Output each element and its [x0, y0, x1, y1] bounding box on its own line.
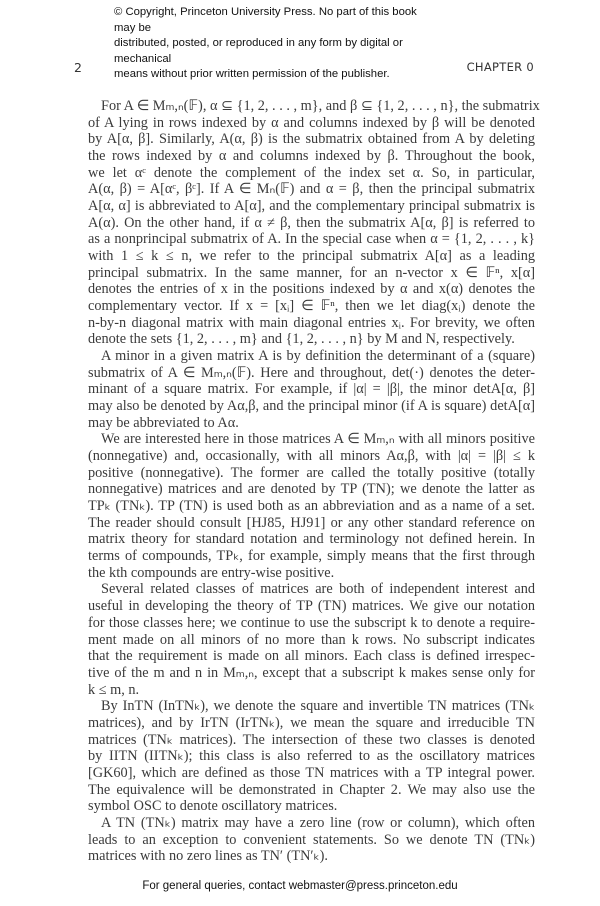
- paragraph-line: complementary vector. If x = [xᵢ] ∈ 𝔽ⁿ, then we let diag(xᵢ) denote the: [88, 298, 535, 315]
- running-header: [74, 60, 534, 78]
- paragraph-line: useful in developing the theory of TP (TN) matrices. We give our notation: [88, 598, 535, 615]
- paragraph-line: positive (nonnegative). The former are called the totally positive (totally: [88, 464, 535, 481]
- paragraph-line: denote the sets {1, 2, . . . , m} and {1, 2, . . . , n} by M and N, respectively.: [88, 331, 515, 348]
- paragraph-line: may be abbreviated to Aα.: [88, 414, 239, 431]
- paragraph-line: n-by-n diagonal matrix with main diagonal entries xᵢ. For brevity, we often: [88, 314, 535, 331]
- copyright-line: © Copyright, Princeton University Press. No part of this book may be: [114, 6, 417, 34]
- paragraph-line: that the requirement is made on all minors. Each class is defined irrespec-: [88, 648, 535, 665]
- paragraph-line: matrix theory for standard notation and terminology not defined herein. In: [88, 531, 535, 548]
- paragraph-line: submatrix of A ∈ Mₘ,ₙ(𝔽). Here and throughout, det(·) denotes the deter-: [88, 364, 535, 381]
- paragraph-line: minant of a square matrix. For example, if |α| = |β|, the minor detA[α, β]: [88, 381, 535, 398]
- paragraph-line: A(α). On the other hand, if α ≠ β, then the submatrix A[α, β] is referred to: [88, 214, 535, 231]
- paragraph-line: TPₖ (TNₖ). TP (TN) is used both as an abbreviation and as a name of a set.: [88, 498, 535, 515]
- paragraph-line: principal submatrix. In the same manner, for an n-vector x ∈ 𝔽ⁿ, x[α]: [88, 264, 535, 281]
- body-text: [88, 98, 540, 865]
- paragraph-line: leads to an exception to convenient statements. So we denote TN (TNₖ): [88, 831, 535, 848]
- copyright-line: distributed, posted, or reproduced in any form by digital or mechanical: [114, 37, 403, 65]
- page-number: 2: [74, 60, 82, 75]
- paragraph-line: with 1 ≤ k ≤ n, we refer to the principal submatrix A[α] as a leading: [88, 248, 535, 265]
- paragraph-line: [GK60], which are defined as those TN matrices with a TP integral power.: [88, 764, 535, 781]
- paragraph-line: terms of compounds, TPₖ, for example, simply means that the first through: [88, 548, 535, 565]
- paragraph-line: The equivalence will be demonstrated in Chapter 2. We may also use the: [88, 781, 535, 798]
- paragraph-line: tive of the m and n in Mₘ,ₙ, except that a subscript k makes sense only for: [88, 664, 535, 681]
- chapter-label: CHAPTER 0: [466, 60, 534, 74]
- paragraph-line: symbol OSC to denote oscillatory matrices.: [88, 798, 338, 815]
- paragraph-line: of A lying in rows indexed by α and columns indexed by β will be denoted: [88, 114, 535, 131]
- paragraph-line: The reader should consult [HJ85, HJ91] or any other standard reference on: [88, 514, 535, 531]
- paragraph-line: we let αᶜ denote the complement of the index set α. So, in particular,: [88, 164, 535, 181]
- paragraph-line: k ≤ m, n.: [88, 681, 140, 698]
- paragraph-line: the kth compounds are entry-wise positive.: [88, 564, 335, 581]
- paragraph-line: denotes the entries of x in the positions indexed by α and x(α) denotes the: [88, 281, 535, 298]
- copyright-line: means without prior written permission of the publisher.: [114, 68, 390, 80]
- paragraph-line: the rows indexed by α and columns indexed by β. Throughout the book,: [88, 148, 535, 165]
- paragraph-first-line: A TN (TNₖ) matrix may have a zero line (row or column), which often: [101, 814, 535, 831]
- paragraph-line: matrices with no zero lines as TN′ (TN′ₖ).: [88, 848, 328, 865]
- paragraph-line: by IITN (IITNₖ); this class is also referred to as the oscillatory matrices: [88, 748, 535, 765]
- paragraph-first-line: For A ∈ Mₘ,ₙ(𝔽), α ⊆ {1, 2, . . . , m}, and β ⊆ {1, 2, . . . , n}, the submatrix: [101, 98, 540, 114]
- paragraph-line: may also be denoted by Aα,β, and the principal minor (if A is square) detA[α]: [88, 398, 535, 415]
- footer-contact: For general queries, contact webmaster@press.princeton.edu: [142, 880, 458, 892]
- paragraph-line: ment made on all minors of no more than k rows. No subscript indicates: [88, 631, 535, 648]
- paragraph-first-line: By InTN (InTNₖ), we denote the square and invertible TN matrices (TNₖ: [101, 698, 535, 715]
- paragraph-line: for those classes here; we continue to use the subscript k to denote a require-: [88, 614, 535, 631]
- paragraph-line: as a nonprincipal submatrix of A. In the special case when α = {1, 2, . . . , k}: [88, 231, 535, 248]
- paragraph-first-line: Several related classes of matrices are both of independent interest and: [101, 581, 535, 598]
- paragraph-first-line: A minor in a given matrix A is by definition the determinant of a (square): [101, 348, 535, 365]
- paragraph-line: A(α, β) = A[αᶜ, βᶜ]. If A ∈ Mₙ(𝔽) and α = β, then the principal submatrix: [88, 181, 535, 198]
- paragraph-line: A[α, α] is abbreviated to A[α], and the complementary principal submatrix is: [88, 198, 535, 215]
- paragraph-line: by A[α, β]. Similarly, A(α, β) is the submatrix obtained from A by deleting: [88, 131, 535, 148]
- paragraph-line: (nonnegative) and, occasionally, with all minors Aα,β, with |α| = |β| ≤ k: [88, 448, 535, 465]
- paragraph-line: matrices), and by IrTN (IrTNₖ), we mean the square and irreducible TN: [88, 714, 535, 731]
- paragraph-line: matrices (TNₖ matrices). The intersection of these two classes is denoted: [88, 731, 535, 748]
- paragraph-first-line: We are interested here in those matrices A ∈ Mₘ,ₙ with all minors positive: [101, 431, 535, 448]
- paragraph-line: nonnegative) matrices and are denoted by TP (TN); we denote the latter as: [88, 481, 535, 498]
